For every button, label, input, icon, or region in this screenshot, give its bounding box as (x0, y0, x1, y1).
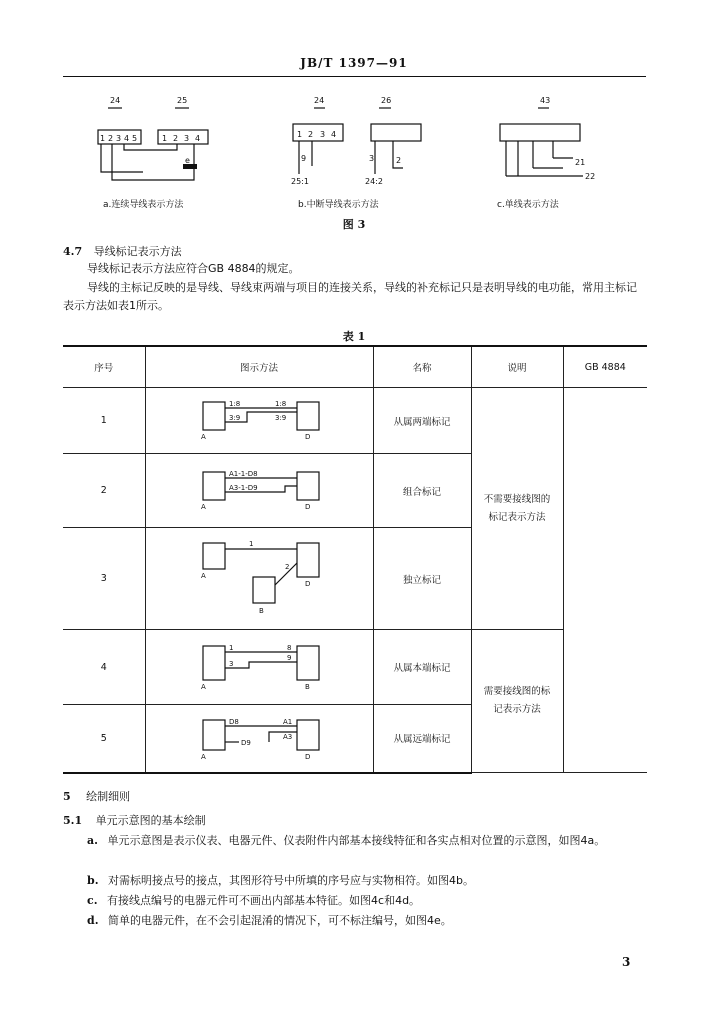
wire-mark: 21 (575, 158, 586, 167)
list-item: a. 单元示意图是表示仪表、电器元件、仪表附件内部基本接线特征和各实点相对位置的示意图，如图4a。 (87, 834, 606, 847)
table-row (63, 630, 647, 705)
item-label: D (305, 433, 311, 441)
wire-end-label: 24:2 (365, 177, 383, 186)
wire-mark: 3 (369, 154, 375, 163)
pin-label: 3 (116, 134, 122, 143)
terminal-block-43 (500, 124, 580, 141)
row2-diagram (189, 464, 329, 514)
figure3a-caption: a.连续导线表示方法 (103, 200, 184, 210)
row-name: 从属远端标记 (373, 705, 471, 773)
pin-label: 3 (320, 130, 326, 139)
section-4-7-heading (63, 243, 182, 259)
figure3c-single-line (500, 108, 586, 176)
wire-mark: A3-1-D9 (229, 484, 258, 492)
wire-mark: D9 (241, 738, 251, 747)
row3-diagram (189, 537, 329, 617)
section-5-1-heading (63, 812, 206, 828)
figure3-title: 图 3 (342, 218, 366, 231)
section-4-7-paragraph-2: 导线的主标记反映的是导线、导线束两端与项目的连接关系，导线的补充标记只是表明导线的电功能，常用主标记表示方法如表1所示。 (63, 281, 637, 312)
pin-label: 2 (108, 134, 114, 143)
wire-mark: A1-1-D8 (229, 470, 258, 478)
item-label: B (305, 682, 310, 691)
terminal-label-24b: 24 (314, 96, 325, 105)
wire-end-label: 25:1 (291, 177, 309, 186)
standard-code: JB/T 1397—91 (300, 56, 408, 70)
figure3-diagrams (63, 88, 647, 200)
section-title: 单元示意图的基本绘制 (95, 814, 206, 827)
wire-mark: 1:8 (275, 400, 287, 408)
row-number: 2 (63, 454, 145, 528)
wire-mark: 8 (287, 643, 292, 652)
wire-mark: 1 (249, 540, 254, 548)
row4-diagram (189, 638, 329, 694)
row-number: 3 (63, 528, 145, 630)
pin-label: 1 (162, 134, 168, 143)
column-header: 图示方法 (145, 346, 373, 388)
row-number: 5 (63, 705, 145, 773)
section-number: 4.7 (63, 245, 83, 258)
wire-mark: 1:8 (229, 400, 241, 408)
section-title: 绘制细则 (86, 790, 131, 803)
list-item: d. 简单的电器元件，在不会引起混淆的情况下，可不标注编号，如图4e。 (87, 914, 452, 927)
wire-mark: 22 (585, 172, 596, 181)
table1 (63, 345, 647, 774)
row-name: 从属本端标记 (373, 630, 471, 705)
section-number: 5 (63, 790, 71, 803)
figure3a-continuous-wires (98, 108, 208, 180)
wire-mark: 9 (287, 653, 292, 662)
pin-label: 2 (308, 130, 314, 139)
diagram-cell (145, 454, 373, 528)
section-5-heading (63, 788, 130, 804)
figure3b-caption: b.中断导线表示方法 (298, 200, 379, 210)
section-number: 5.1 (63, 814, 83, 827)
pin-label: 3 (184, 134, 190, 143)
wire-mark: 1 (229, 643, 234, 652)
terminal-label-25: 25 (177, 96, 188, 105)
terminal-label-24: 24 (110, 96, 121, 105)
column-header: 说明 (471, 346, 563, 388)
item-label: A (201, 682, 206, 691)
section-4-7-paragraph-1: 导线标记表示方法应符合GB 4884的规定。 (87, 262, 300, 275)
table-header-row (63, 346, 647, 388)
explanation-cell: 需要接线图的标记表示方法 (471, 630, 563, 773)
row-number: 1 (63, 388, 145, 454)
pin-label: 1 (297, 130, 303, 139)
wire-mark: 3:9 (275, 414, 287, 422)
terminal-block-26 (371, 124, 421, 141)
diagram-cell (145, 630, 373, 705)
table1-title: 表 1 (342, 330, 366, 343)
header-rule (63, 76, 646, 77)
explanation-cell: 不需要接线图的标记表示方法 (471, 388, 563, 630)
item-label: A (201, 572, 206, 580)
row5-diagram (189, 712, 329, 762)
row-name: 组合标记 (373, 454, 471, 528)
pin-label: 4 (195, 134, 201, 143)
column-header: 名称 (373, 346, 471, 388)
terminal-label-26: 26 (381, 96, 392, 105)
pin-label: 5 (132, 134, 138, 143)
item-label: A (201, 433, 206, 441)
list-item: b. 对需标明接点号的接点，其图形符号中所填的序号应与实物相符。如图4b。 (87, 874, 475, 887)
row1-diagram (189, 394, 329, 444)
column-header: GB 4884 (563, 346, 647, 388)
figure3b-interrupted-wires (293, 108, 421, 174)
wire-mark: 2 (396, 156, 402, 165)
figure3c-caption: c.单线表示方法 (497, 200, 559, 210)
item-label: A (201, 752, 206, 761)
row-name: 从属两端标记 (373, 388, 471, 454)
diagram-cell (145, 388, 373, 454)
terminal-label-43: 43 (540, 96, 551, 105)
wire-mark: A3 (283, 732, 293, 741)
table-row (63, 388, 647, 454)
list-item: c. 有接线点编号的电器元件可不画出内部基本特征。如图4c和4d。 (87, 894, 421, 907)
item-label: A (201, 503, 206, 511)
row-number: 4 (63, 630, 145, 705)
pin-label: 2 (173, 134, 179, 143)
wire-mark: 2 (285, 563, 290, 571)
pin-label: 1 (100, 134, 106, 143)
row-name: 独立标记 (373, 528, 471, 630)
page-number: 3 (622, 955, 631, 969)
wire-mark: 3 (229, 659, 234, 668)
item-label: D (305, 580, 311, 588)
wire-mark: 3:9 (229, 414, 241, 422)
wire-mark: 9 (301, 154, 307, 163)
pin-label: 4 (331, 130, 337, 139)
item-label: D (305, 752, 311, 761)
pin-label: 4 (124, 134, 130, 143)
item-label: B (259, 607, 264, 615)
wire-mark: D8 (229, 717, 239, 726)
diagram-cell (145, 528, 373, 630)
wire-mark: A1 (283, 717, 293, 726)
diagram-cell (145, 705, 373, 773)
gb4884-cell (563, 388, 647, 773)
item-label: D (305, 503, 311, 511)
wire-mark: e (185, 156, 190, 165)
column-header: 序号 (63, 346, 145, 388)
section-title: 导线标记表示方法 (93, 245, 182, 258)
